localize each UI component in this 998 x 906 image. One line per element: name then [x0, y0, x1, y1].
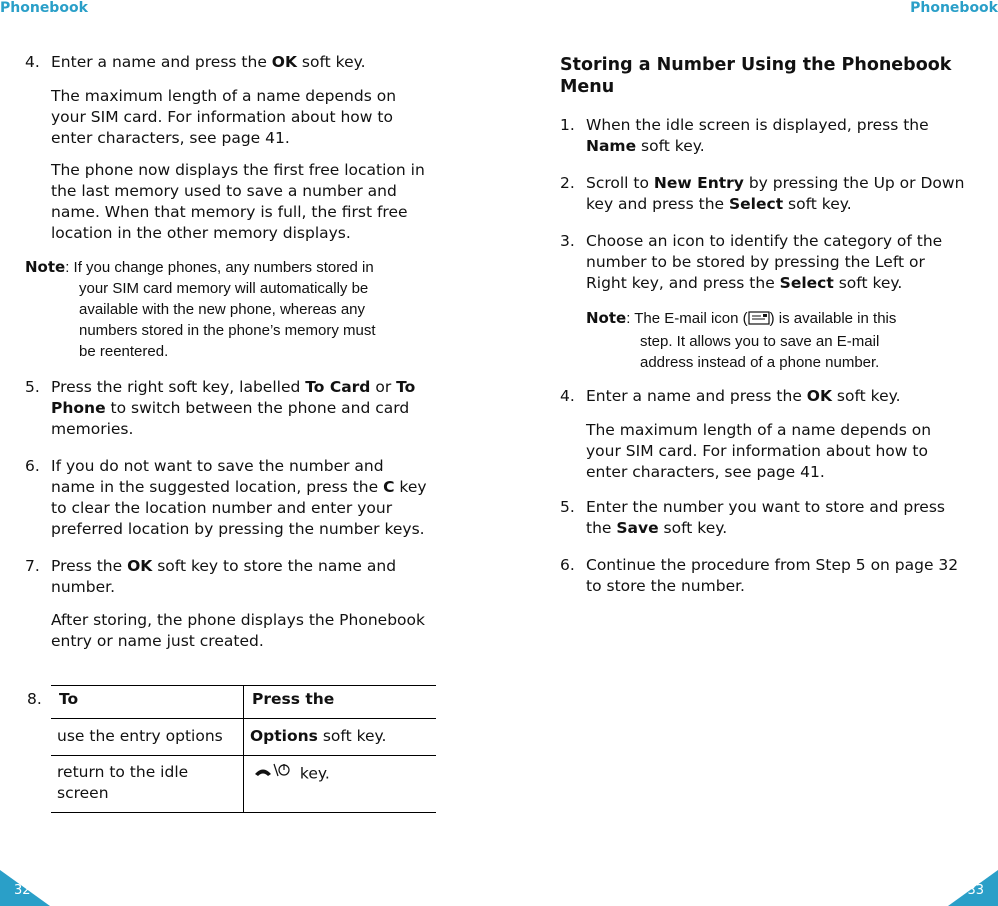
step-text: key and press the — [586, 195, 729, 213]
step-text: by pressing the Up or Down — [743, 174, 965, 192]
table-row-1-to: use the entry options — [57, 727, 223, 745]
text-line: location in the other memory displays. — [51, 224, 351, 242]
step-text: soft key. — [317, 727, 387, 745]
heading-line: Menu — [560, 77, 615, 97]
step-text: name in the suggested location, press the — [51, 478, 384, 496]
step-text: soft key to store the name and — [152, 557, 397, 575]
left-step-4-para-1 — [51, 86, 451, 149]
key-label: New Entry — [653, 174, 744, 192]
end-key-icon — [251, 762, 295, 786]
key-label: C — [383, 478, 395, 496]
text-line: your SIM card. For information about how to — [51, 108, 393, 126]
key-label: Name — [586, 137, 637, 155]
key-label: To — [396, 378, 416, 396]
step-number: 5. — [25, 378, 40, 396]
step-number: 1. — [560, 116, 575, 134]
right-step-4-para — [586, 420, 986, 483]
step-text: to switch between the phone and card — [105, 399, 410, 417]
step-text: Continue the procedure from Step 5 on page 32 — [586, 556, 959, 574]
section-heading — [560, 54, 980, 98]
email-icon — [748, 310, 770, 331]
step-text: Right key, and press the — [586, 274, 780, 292]
step-text: Enter a name and press the — [586, 387, 807, 405]
text-line: step. It allows you to save an E-mail — [640, 333, 880, 350]
key-label: OK — [271, 53, 297, 71]
table-column-rule — [243, 685, 244, 813]
table-row-2-to — [57, 762, 188, 804]
text-line: numbers stored in the phone’s memory must — [79, 322, 376, 339]
text-line: : The E-mail icon ( — [626, 310, 748, 327]
step-8-number: 8. — [27, 690, 42, 708]
step-text: When the idle screen is displayed, press the — [586, 116, 929, 134]
note-label: Note — [586, 309, 627, 327]
text-line: your SIM card. For information about how to — [586, 442, 928, 460]
step-text: to clear the location number and enter your — [51, 499, 393, 517]
step-text: Press the — [51, 557, 128, 575]
step-number: 5. — [560, 498, 575, 516]
text-line: return to the idle — [57, 763, 189, 781]
step-number: 4. — [25, 53, 40, 71]
text-line: address instead of a phone number. — [640, 354, 880, 371]
step-text: to store the number. — [586, 577, 745, 595]
text-line: enter characters, see page 41. — [586, 463, 825, 481]
text-line: After storing, the phone displays the Phonebook — [51, 611, 425, 629]
text-line: the last memory used to save a number and — [51, 182, 397, 200]
text-line: ) is available in this — [769, 310, 897, 327]
text-line: your SIM card memory will automatically be — [79, 280, 369, 297]
step-text: or — [370, 378, 397, 396]
heading-line: Storing a Number Using the Phonebook — [560, 55, 952, 75]
page-number-right: 33 — [967, 883, 984, 898]
step-number: 2. — [560, 174, 575, 192]
step-text: key — [394, 478, 427, 496]
step-text: number. — [51, 578, 115, 596]
step-text: the — [586, 519, 617, 537]
note-label: Note — [25, 258, 66, 276]
text-line: The maximum length of a name depends on — [586, 421, 932, 439]
step-text: key. — [295, 764, 330, 783]
text-line: available with the new phone, whereas any — [79, 301, 366, 318]
running-header-left: Phonebook — [0, 0, 88, 16]
step-text: Enter a name and press the — [51, 53, 272, 71]
step-text: soft key. — [783, 195, 852, 213]
step-text: Choose an icon to identify the category of the — [586, 232, 943, 250]
step-text: Scroll to — [586, 174, 654, 192]
key-label: Options — [250, 727, 318, 745]
text-line: entry or name just created. — [51, 632, 264, 650]
step-text: number to be stored by pressing the Left or — [586, 253, 925, 271]
text-line: be reentered. — [79, 343, 169, 360]
key-label: Select — [779, 274, 834, 292]
key-label: To Card — [305, 378, 371, 396]
step-number: 3. — [560, 232, 575, 250]
left-note — [25, 257, 445, 362]
key-label: OK — [127, 557, 153, 575]
step-text: soft key. — [636, 137, 705, 155]
text-line: The maximum length of a name depends on — [51, 87, 397, 105]
key-label: Select — [729, 195, 784, 213]
left-step-7-para — [51, 610, 461, 652]
step-text: preferred location by pressing the number keys. — [51, 520, 425, 538]
step-text: Enter the number you want to store and press — [586, 498, 945, 516]
step-text: If you do not want to save the number and — [51, 457, 384, 475]
step-text: soft key. — [658, 519, 728, 537]
step-text: soft key. — [833, 274, 903, 292]
step-number: 6. — [560, 556, 575, 574]
step-number: 7. — [25, 557, 40, 575]
step-text: soft key. — [831, 387, 901, 405]
table-row-1-press — [250, 726, 386, 747]
text-line: The phone now displays the first free location in — [51, 161, 425, 179]
text-line: screen — [57, 784, 109, 802]
running-header-right: Phonebook — [910, 0, 998, 16]
left-step-4-para-2 — [51, 160, 461, 244]
key-label: Phone — [51, 399, 106, 417]
right-note — [586, 308, 986, 373]
table-header-to: To — [59, 690, 79, 708]
key-label: Save — [616, 519, 659, 537]
step-text: Press the right soft key, labelled — [51, 378, 306, 396]
text-line: enter characters, see page 41. — [51, 129, 290, 147]
step-text: soft key. — [296, 53, 366, 71]
text-line: name. When that memory is full, the first free — [51, 203, 408, 221]
table-header-press: Press the — [252, 690, 335, 708]
page-number-left: 32 — [14, 883, 31, 898]
text-line: : If you change phones, any numbers stored in — [65, 259, 374, 276]
key-label: OK — [806, 387, 832, 405]
table-row-2-press — [251, 762, 330, 786]
step-number: 4. — [560, 387, 575, 405]
step-number: 6. — [25, 457, 40, 475]
step-text: memories. — [51, 420, 134, 438]
